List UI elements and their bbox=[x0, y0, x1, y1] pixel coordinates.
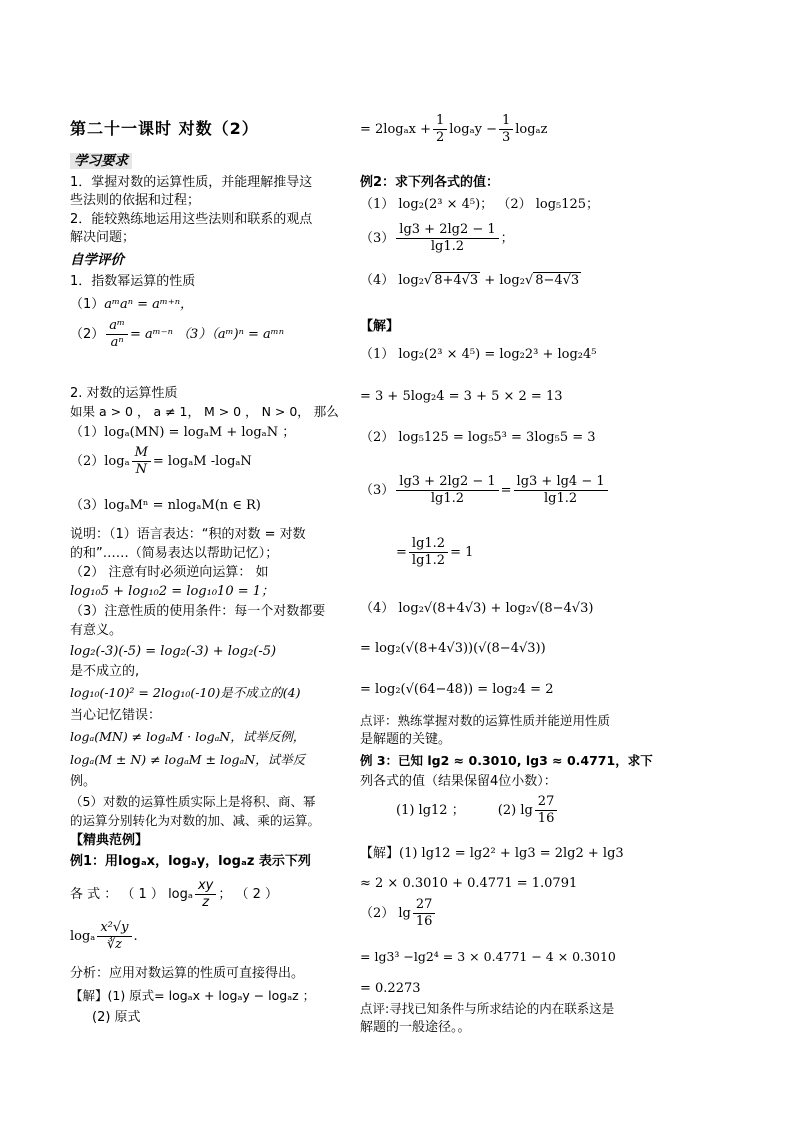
example-3-title: 例 3：已知 lg2 ≈ 0.3010, lg3 ≈ 0.4771，求下 bbox=[360, 753, 653, 768]
note-formula: logₐ(M ± N) ≠ logₐM ± logₐN，试举反 bbox=[70, 752, 306, 767]
property-heading-2: 2. 对数的运算性质 bbox=[70, 386, 178, 401]
exponent-rule-1: （1）aᵐaⁿ = aᵐ⁺ⁿ， bbox=[70, 297, 194, 312]
note-formula: log₂(-3)(-5) = log₂(-3) + log₂(-5) bbox=[70, 644, 277, 659]
solution-4-result: = log₂(√(64−48)) = log₂4 = 2 bbox=[360, 682, 554, 697]
solution-3: （3） $\frac{\lg 3 + 2\lg 2 - 1}{\lg 1.2}$ = $\frac{\lg 3 + \lg 4 - 1}{\lg 1.2}$ bbox=[360, 474, 610, 508]
example-1-analysis: 分析：应用对数运算的性质可直接得出。 bbox=[70, 966, 305, 981]
note-formula: logₐ(MN) ≠ logₐM · logₐN，试举反例， bbox=[70, 729, 306, 744]
log-rule-2: （2）logₐ $\frac{M}{N}$ = logₐM -logₐN bbox=[70, 445, 252, 477]
fraction: $\frac{1}{2}$ bbox=[433, 113, 447, 146]
log-condition: 如果 a > 0 ， a ≠ 1， M > 0 ， N > 0， 那么 bbox=[70, 404, 339, 419]
example-1-solution-2: (2) 原式 bbox=[92, 1010, 141, 1025]
solution-heading: 【解】 bbox=[360, 319, 400, 334]
example-3-items: (1) lg12 ； (2) lg $\frac{27}{16}$ bbox=[396, 794, 559, 828]
note-formula: log₁₀5 + log₁₀2 = log₁₀10 = 1； bbox=[70, 584, 275, 599]
fraction: $\frac{27}{16}$ bbox=[413, 897, 436, 930]
note-line: 例。 bbox=[70, 774, 97, 789]
solution-6-cont: = lg3³ −lg2⁴ = 3 × 0.4771 − 4 × 0.3010 bbox=[360, 949, 616, 964]
example-1-result: = 2logₐx + $\frac{1}{2}$ logₐy − $\frac{1}{3}$ logₐz bbox=[360, 113, 548, 145]
fraction: $\frac{\text{aᵐ}}{\text{aⁿ}}$ bbox=[106, 318, 128, 351]
comment-1-cont: 是解题的关键。 bbox=[360, 732, 452, 747]
solution-2: （2） log₅125 = log₅5³ = 3log₅5 = 3 bbox=[360, 430, 596, 445]
fraction: $\frac{\lg 3 + 2\lg 2 - 1}{\lg 1.2}$ bbox=[396, 474, 498, 507]
note-line: 有意义。 bbox=[70, 623, 123, 638]
solution-3-cont: = $\frac{\lg 1.2}{\lg 1.2}$ = 1 bbox=[396, 536, 474, 568]
requirement-2-cont: 解决问题； bbox=[70, 230, 136, 245]
section-heading-requirements: 学习要求 bbox=[70, 152, 132, 171]
log-rule-3: （3）logₐMⁿ = nlogₐM(n ∈ R) bbox=[70, 498, 261, 513]
comment-2: 点评:寻找已知条件与所求结论的内在联系这是 bbox=[360, 1001, 615, 1016]
example-2-items: （1） log₂(2³ × 4⁵)； （2） log₅125； bbox=[360, 197, 600, 212]
note-formula: log₁₀(-10)² = 2log₁₀(-10)是不成立的(4) bbox=[70, 685, 301, 700]
exponent-rule-2-3: （2） $\frac{\text{aᵐ}}{\text{aⁿ}}$ = aᵐ⁻ⁿ （3）（aᵐ)ⁿ = aᵐⁿ bbox=[70, 318, 285, 350]
example-1-title: 例1：用logₐx，logₐy，logₐz 表示下列 bbox=[70, 854, 311, 869]
example-1-solution: 【解】(1) 原式= logₐx + logₐy − logₐz ； bbox=[70, 988, 316, 1003]
page-title: 第二十一课时 对数（2） bbox=[70, 119, 259, 138]
example-1-items: 各 式 ： （ 1 ） logₐ $\frac{xy}{z}$ ； （ 2 ） bbox=[70, 878, 279, 910]
fraction: $\frac{M}{N}$ bbox=[132, 445, 151, 478]
note-line: 的运算分别转化为对数的加、减、乘的运算。 bbox=[70, 813, 321, 828]
fraction: $\frac{1}{3}$ bbox=[499, 113, 513, 146]
solution-4-cont: = log₂(√(8+4√3))(√(8−4√3)) bbox=[360, 641, 546, 656]
solution-5-cont: ≈ 2 × 0.3010 + 0.4771 = 1.0791 bbox=[360, 876, 578, 891]
fraction: $\frac{xy}{z}$ bbox=[195, 878, 216, 911]
property-heading-1: 1．指数幂运算的性质 bbox=[70, 274, 196, 289]
fraction: $\frac{\text{x²√y}}{∛z}$ bbox=[97, 920, 131, 953]
section-heading-examples: 【精典范例】 bbox=[70, 833, 149, 848]
note-line: 的和”……（简易表达以帮助记忆）； bbox=[70, 546, 279, 561]
comment-2-cont: 解题的一般途径。。 bbox=[360, 1020, 471, 1035]
example-3-desc: 列各式的值（结果保留4位小数）： bbox=[360, 774, 557, 789]
note-line: 当心记忆错误： bbox=[70, 708, 162, 723]
note-line: 说明：（1）语言表达：“积的对数 = 对数 bbox=[70, 527, 306, 542]
example-2-title: 例2：求下列各式的值： bbox=[360, 175, 500, 190]
solution-6: （2） lg $\frac{27}{16}$ bbox=[360, 897, 437, 931]
fraction: $\frac{\lg 1.2}{\lg 1.2}$ bbox=[409, 536, 448, 569]
fraction: $\frac{27}{16}$ bbox=[535, 794, 558, 827]
log-rule-1: （1）logₐ(MN) = logₐM + logₐN ； bbox=[70, 425, 296, 440]
note-line: （2） 注意有时必须逆向运算： 如 bbox=[70, 565, 269, 580]
example-2-item-4: （4） log₂√ 8+4√3 + log₂√ 8−4√3 bbox=[360, 273, 580, 288]
solution-6-result: = 0.2273 bbox=[360, 981, 421, 996]
requirement-1-cont: 些法则的依据和过程； bbox=[70, 193, 201, 208]
fraction: $\frac{\lg 3 + 2\lg 2 - 1}{\lg 1.2}$ bbox=[396, 222, 498, 255]
section-heading-self-study: 自学评价 bbox=[70, 252, 124, 268]
solution-5: 【解】(1) lg12 = lg2² + lg3 = 2lg2 + lg3 bbox=[360, 846, 624, 861]
note-line: （3）注意性质的使用条件：每一个对数都要 bbox=[70, 604, 326, 619]
note-line: （5）对数的运算性质实际上是将积、商、幂 bbox=[70, 794, 316, 809]
solution-1-cont: = 3 + 5log₂4 = 3 + 5 × 2 = 13 bbox=[360, 389, 563, 404]
requirement-1: 1．掌握对数的运算性质，并能理解推导这 bbox=[70, 175, 313, 190]
fraction: $\frac{\lg 3 + \lg 4 - 1}{\lg 1.2}$ bbox=[514, 474, 608, 507]
requirement-2: 2．能较熟练地运用这些法则和联系的观点 bbox=[70, 212, 313, 227]
comment-1: 点评：熟练掌握对数的运算性质并能逆用性质 bbox=[360, 713, 611, 728]
example-1-expression: logₐ $\frac{\text{x²√y}}{∛z}$ . bbox=[70, 920, 138, 952]
note-line: 是不成立的, bbox=[70, 664, 140, 679]
example-2-item-3: （3） $\frac{\lg 3 + 2\lg 2 - 1}{\lg 1.2}$ ； bbox=[360, 222, 514, 254]
solution-1: （1） log₂(2³ × 4⁵) = log₂2³ + log₂4⁵ bbox=[360, 347, 597, 362]
solution-4: （4） log₂√(8+4√3) + log₂√(8−4√3) bbox=[360, 601, 594, 616]
